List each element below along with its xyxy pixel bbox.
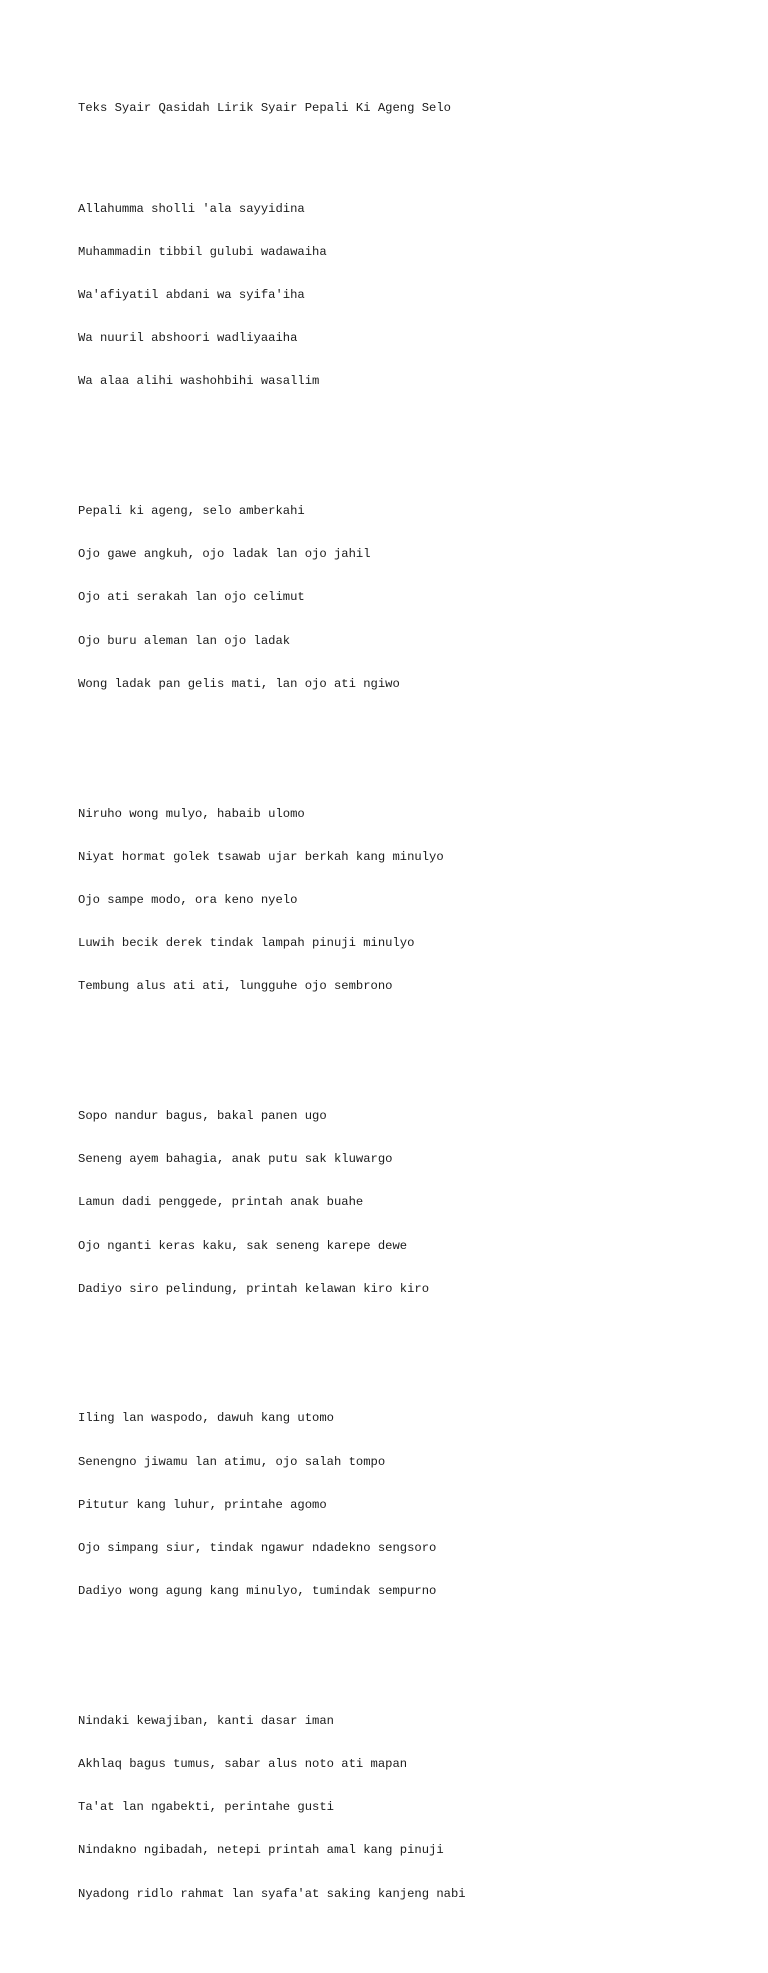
stanza-line: Luwih becik derek tindak lampah pinuji minulyo [78, 936, 415, 951]
stanza-line: Allahumma sholli 'ala sayyidina [78, 201, 305, 216]
stanza-2 [78, 475, 466, 720]
stanza-line: Akhlaq bagus tumus, sabar alus noto ati mapan [78, 1757, 408, 1772]
stanza-line: Dadiyo siro pelindung, printah kelawan kiro kiro [78, 1281, 430, 1296]
stanza-line: Dadiyo wong agung kang minulyo, tumindak sempurno [78, 1584, 437, 1599]
stanza-line: Wa nuuril abshoori wadliyaaiha [78, 331, 298, 346]
stanza-line: Ojo gawe angkuh, ojo ladak lan ojo jahil [78, 547, 371, 562]
stanza-line: Lamun dadi penggede, printah anak buahe [78, 1195, 364, 1210]
stanza-line: Wa'afiyatil abdani wa syifa'iha [78, 288, 305, 303]
stanza-1 [78, 173, 466, 418]
stanza-line: Niruho wong mulyo, habaib ulomo [78, 806, 305, 821]
stanza-line: Nyadong ridlo rahmat lan syafa'at saking kanjeng nabi [78, 1886, 466, 1901]
stanza-line: Ojo sampe modo, ora keno nyelo [78, 892, 298, 907]
document-title: Teks Syair Qasidah Lirik Syair Pepali Ki Ageng Selo [78, 100, 451, 115]
stanza-4 [78, 1080, 466, 1325]
stanza-line: Ojo nganti keras kaku, sak seneng karepe dewe [78, 1238, 408, 1253]
stanza-line: Ojo buru aleman lan ojo ladak [78, 633, 291, 648]
stanza-line: Ojo ati serakah lan ojo celimut [78, 590, 305, 605]
stanza-line: Muhammadin tibbil gulubi wadawaiha [78, 244, 327, 259]
lyrics-text [78, 72, 466, 1973]
stanza-line: Wa alaa alihi washohbihi wasallim [78, 374, 320, 389]
stanza-line: Ojo simpang siur, tindak ngawur ndadekno sengsoro [78, 1540, 437, 1555]
stanza-line: Sopo nandur bagus, bakal panen ugo [78, 1108, 327, 1123]
stanza-6 [78, 1685, 466, 1930]
stanza-3 [78, 778, 466, 1023]
stanza-line: Nindakno ngibadah, netepi printah amal kang pinuji [78, 1843, 444, 1858]
stanza-line: Niyat hormat golek tsawab ujar berkah kang minulyo [78, 849, 444, 864]
stanza-line: Iling lan waspodo, dawuh kang utomo [78, 1411, 334, 1426]
stanza-line: Pepali ki ageng, selo amberkahi [78, 504, 305, 519]
stanza-5 [78, 1383, 466, 1628]
stanza-line: Pitutur kang luhur, printahe agomo [78, 1497, 327, 1512]
stanza-line: Nindaki kewajiban, kanti dasar iman [78, 1713, 334, 1728]
stanza-line: Ta'at lan ngabekti, perintahe gusti [78, 1800, 334, 1815]
stanza-line: Tembung alus ati ati, lungguhe ojo sembrono [78, 979, 393, 994]
stanza-line: Senengno jiwamu lan atimu, ojo salah tompo [78, 1454, 386, 1469]
stanza-line: Seneng ayem bahagia, anak putu sak kluwargo [78, 1152, 393, 1167]
stanza-line: Wong ladak pan gelis mati, lan ojo ati ngiwo [78, 676, 400, 691]
